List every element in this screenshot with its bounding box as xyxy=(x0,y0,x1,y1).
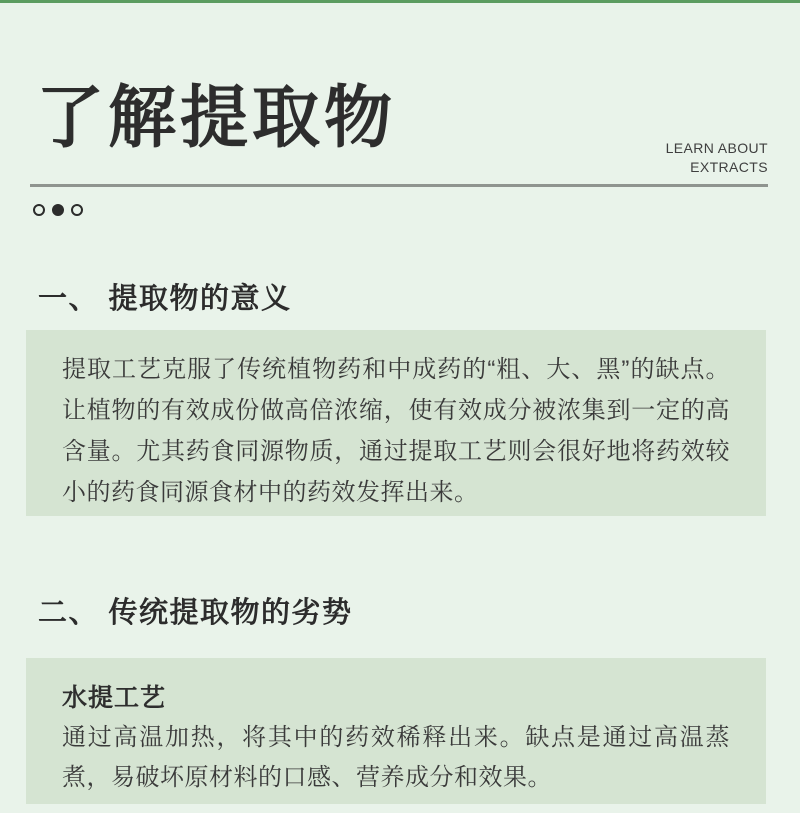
section-2-card xyxy=(26,658,766,804)
pagination-dots xyxy=(33,204,83,216)
page-title: 了解提取物 xyxy=(36,80,397,156)
divider-line xyxy=(30,184,768,187)
section-2-heading: 二、 传统提取物的劣势 xyxy=(38,597,353,629)
pagination-dot-outline xyxy=(71,204,83,216)
pagination-dot-filled xyxy=(52,204,64,216)
page-subtitle-english xyxy=(666,139,768,177)
top-accent-bar xyxy=(0,0,800,3)
subtitle-line-2: EXTRACTS xyxy=(690,159,768,175)
pagination-dot-outline xyxy=(33,204,45,216)
section-1-body: 提取工艺克服了传统植物药和中成药的“粗、大、黑”的缺点。让植物的有效成份做高倍浓缩，使有效成分被浓集到一定的高含量。尤其药食同源物质，通过提取工艺则会很好地将药效较小的药食同源食材中的药效发挥出来。 xyxy=(62,356,730,506)
section-2-card-title: 水提工艺 xyxy=(62,684,167,712)
section-1-heading: 一、 提取物的意义 xyxy=(38,283,292,315)
subtitle-line-1: LEARN ABOUT xyxy=(665,140,768,156)
section-2-body: 通过高温加热，将其中的药效稀释出来。缺点是通过高温蒸煮，易破坏原材料的口感、营养成分和效果。 xyxy=(62,724,730,791)
section-1-card xyxy=(26,330,766,516)
